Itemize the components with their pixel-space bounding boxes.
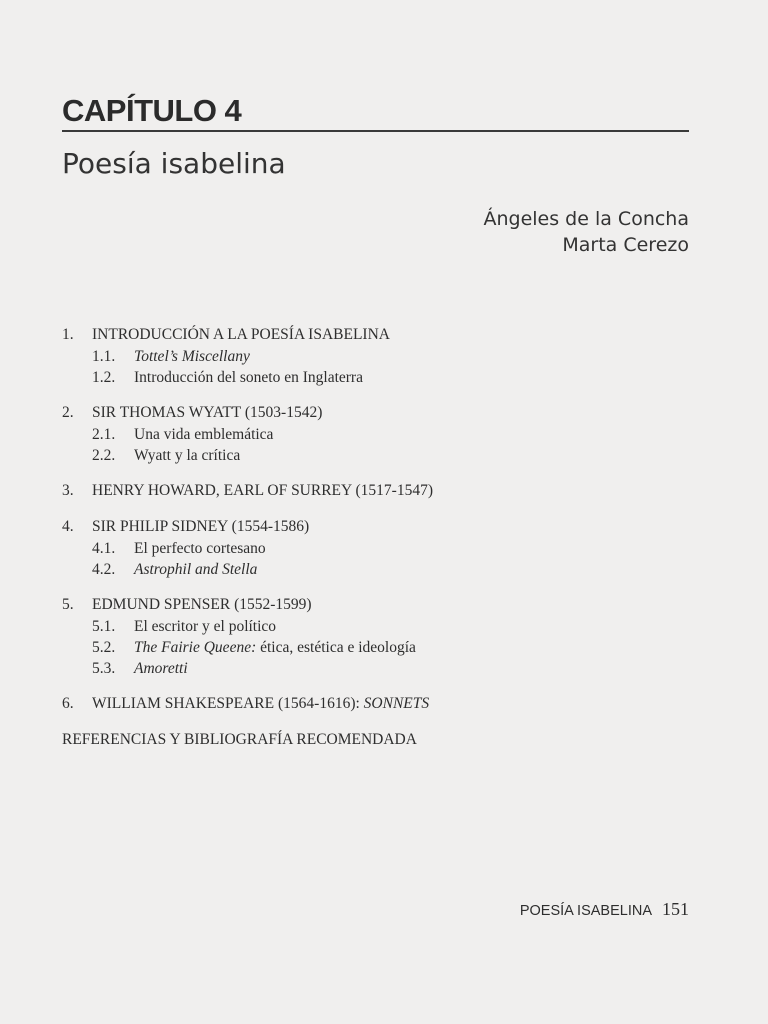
author-name: Marta Cerezo bbox=[562, 234, 689, 256]
toc-section-title bbox=[92, 693, 429, 715]
toc-subsection-number: 5.2. bbox=[92, 639, 116, 656]
toc-section-3 bbox=[62, 480, 682, 502]
running-head: POESÍA ISABELINA bbox=[519, 903, 652, 919]
chapter-label: CAPÍTULO 4 bbox=[62, 93, 242, 128]
toc-section-number: 4. bbox=[62, 518, 74, 535]
toc-subsection-number: 2.1. bbox=[92, 426, 116, 443]
toc-subsection-number: 1.2. bbox=[92, 369, 116, 386]
chapter-divider bbox=[62, 130, 689, 132]
toc-subsection-title: Amoretti bbox=[134, 660, 188, 677]
toc-section-4 bbox=[62, 516, 682, 580]
toc-section-2 bbox=[62, 402, 682, 466]
toc-section-number: 2. bbox=[62, 404, 74, 421]
toc-section-number: 6. bbox=[62, 695, 74, 712]
page-footer bbox=[520, 897, 689, 923]
toc-section-number: 5. bbox=[62, 596, 74, 613]
toc-section-1 bbox=[62, 324, 682, 388]
toc-subsection-title-italic: The Fairie Queene: bbox=[134, 639, 257, 656]
toc-subsection-title bbox=[134, 637, 416, 658]
author-name: Ángeles de la Concha bbox=[483, 208, 689, 230]
chapter-title: Poesía isabelina bbox=[62, 147, 286, 180]
toc-section-title-italic: SONNETS bbox=[363, 695, 430, 712]
toc-section-title: EDMUND SPENSER (1552-1599) bbox=[92, 596, 312, 613]
toc-subsection-title: Una vida emblemática bbox=[134, 426, 274, 443]
toc-subsection-number: 5.1. bbox=[92, 618, 116, 635]
toc-subsection-title: El escritor y el político bbox=[134, 618, 277, 635]
toc-section-title: INTRODUCCIÓN A LA POESÍA ISABELINA bbox=[92, 326, 390, 343]
toc-section-6 bbox=[62, 693, 682, 715]
toc-subsection-title: Astrophil and Stella bbox=[134, 561, 258, 578]
toc-section-number: 3. bbox=[62, 482, 74, 499]
toc-references: REFERENCIAS Y BIBLIOGRAFÍA RECOMENDADA bbox=[62, 731, 417, 748]
page-number: 151 bbox=[662, 899, 689, 919]
table-of-contents bbox=[62, 324, 682, 751]
toc-subsection-number: 4.1. bbox=[92, 540, 116, 557]
toc-section-title-main: WILLIAM SHAKESPEARE (1564-1616): bbox=[92, 695, 364, 712]
toc-section-title: SIR THOMAS WYATT (1503-1542) bbox=[92, 404, 323, 421]
toc-subsection-number: 5.3. bbox=[92, 660, 116, 677]
toc-subsection-number: 2.2. bbox=[92, 447, 116, 464]
toc-section-title: SIR PHILIP SIDNEY (1554-1586) bbox=[92, 518, 310, 535]
toc-subsection-title: El perfecto cortesano bbox=[134, 540, 266, 557]
toc-subsection-title-rest: ética, estética e ideología bbox=[256, 639, 416, 656]
toc-section-number: 1. bbox=[62, 326, 74, 343]
toc-section-5 bbox=[62, 594, 682, 679]
toc-subsection-number: 1.1. bbox=[92, 348, 116, 365]
authors bbox=[483, 206, 689, 258]
toc-subsection-number: 4.2. bbox=[92, 561, 116, 578]
toc-section-title: HENRY HOWARD, EARL OF SURREY (1517-1547) bbox=[92, 482, 433, 499]
toc-subsection-title: Wyatt y la crítica bbox=[134, 447, 241, 464]
toc-subsection-title: Tottel’s Miscellany bbox=[134, 348, 250, 365]
toc-subsection-title: Introducción del soneto en Inglaterra bbox=[134, 369, 363, 386]
